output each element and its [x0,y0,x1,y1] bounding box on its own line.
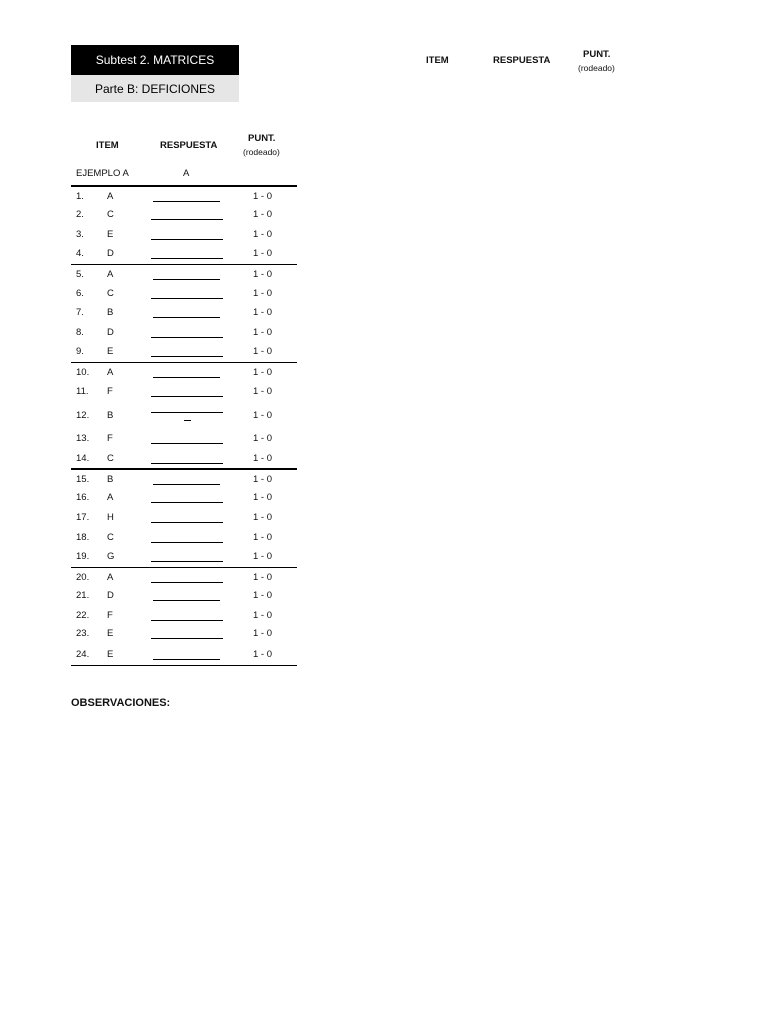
item-letter: C [107,453,114,464]
item-score: 1 - 0 [253,572,273,583]
item-score: 1 - 0 [253,410,273,421]
table-row [71,406,297,425]
item-score: 1 - 0 [253,327,273,338]
table-row [71,265,297,284]
table-row [71,586,297,605]
item-letter: A [107,367,114,378]
item-letter: C [107,532,114,543]
item-number: 7. [76,307,84,318]
table-row [71,449,297,468]
item-score: 1 - 0 [253,474,273,485]
table-row [71,323,297,342]
table-row [71,528,297,547]
table-row [71,205,297,224]
item-letter: A [107,191,114,202]
example-answer: A [183,168,190,179]
answer-line[interactable] [151,396,223,397]
item-score: 1 - 0 [253,433,273,444]
item-letter: B [107,307,114,318]
item-score: 1 - 0 [253,610,273,621]
answer-line[interactable] [151,298,223,299]
answer-line[interactable] [153,600,220,601]
item-number: 9. [76,346,84,357]
table-row [71,645,297,664]
answer-line[interactable] [153,377,220,378]
item-score: 1 - 0 [253,248,273,259]
item-number: 20. [76,572,90,583]
answer-line[interactable] [151,542,223,543]
item-letter: E [107,346,114,357]
table-row [71,225,297,244]
item-letter: B [107,474,114,485]
table-row [71,508,297,527]
answer-line[interactable] [151,522,223,523]
table-row [71,244,297,263]
answer-line[interactable] [151,356,223,357]
answer-line[interactable] [151,502,223,503]
item-score: 1 - 0 [253,590,273,601]
item-letter: A [107,269,114,280]
table-row [71,303,297,322]
item-score: 1 - 0 [253,512,273,523]
right-header-punt-sub: (rodeado) [578,63,615,73]
observaciones-label: OBSERVACIONES: [71,697,171,709]
item-letter: F [107,386,113,397]
table-row [71,547,297,566]
answer-line[interactable] [151,219,223,220]
item-letter: E [107,628,114,639]
item-score: 1 - 0 [253,386,273,397]
item-score: 1 - 0 [253,346,273,357]
item-number: 17. [76,512,90,523]
item-number: 23. [76,628,90,639]
header-punt: PUNT. [248,133,276,144]
item-number: 6. [76,288,84,299]
table-row [71,470,297,489]
item-number: 11. [76,386,89,397]
item-letter: D [107,248,114,259]
item-letter: F [107,433,113,444]
example-label: EJEMPLO A [76,168,129,179]
item-number: 18. [76,532,90,543]
table-row [71,187,297,206]
right-header-respuesta: RESPUESTA [493,55,551,66]
answer-line[interactable] [151,620,223,621]
item-number: 8. [76,327,84,338]
header-item: ITEM [96,140,119,151]
item-letter: C [107,288,114,299]
table-row [71,606,297,625]
item-letter: B [107,410,114,421]
answer-line[interactable] [151,239,223,240]
item-number: 10. [76,367,90,378]
answer-line[interactable] [151,258,223,259]
item-number: 12. [76,410,90,421]
item-number: 19. [76,551,90,562]
table-row [71,342,297,361]
item-score: 1 - 0 [253,492,273,503]
table-row [71,382,297,401]
item-number: 4. [76,248,84,259]
item-score: 1 - 0 [253,269,273,280]
answer-line[interactable] [153,484,220,485]
item-number: 15. [76,474,90,485]
item-number: 2. [76,209,84,220]
header-respuesta: RESPUESTA [160,140,218,151]
items-table [71,185,297,666]
item-score: 1 - 0 [253,307,273,318]
table-row [71,624,297,643]
header-punt-sub: (rodeado) [243,147,280,157]
table-row [71,568,297,587]
item-letter: E [107,649,114,660]
item-score: 1 - 0 [253,532,273,543]
subtest-title: Subtest 2. MATRICES [71,45,239,75]
item-score: 1 - 0 [253,367,273,378]
item-score: 1 - 0 [253,191,273,202]
item-letter: G [107,551,115,562]
item-number: 16. [76,492,90,503]
answer-line[interactable] [151,582,223,583]
item-letter: D [107,327,114,338]
answer-line[interactable] [151,443,223,444]
item-letter: E [107,229,114,240]
item-letter: F [107,610,113,621]
answer-line[interactable] [153,659,220,660]
item-number: 13. [76,433,90,444]
answer-line[interactable] [153,201,220,202]
item-number: 14. [76,453,90,464]
item-score: 1 - 0 [253,551,273,562]
item-score: 1 - 0 [253,453,273,464]
right-header-item: ITEM [426,55,449,66]
table-row [71,488,297,507]
table-row [71,284,297,303]
item-letter: H [107,512,114,523]
item-number: 21. [76,590,90,601]
item-number: 22. [76,610,90,621]
item-letter: C [107,209,114,220]
answer-line[interactable] [151,561,223,562]
item-number: 3. [76,229,84,240]
answer-line[interactable] [151,638,223,639]
item-score: 1 - 0 [253,288,273,299]
item-number: 24. [76,649,90,660]
item-letter: D [107,590,114,601]
answer-line[interactable] [151,412,223,413]
subtest-subtitle: Parte B: DEFICIONES [71,75,239,102]
table-row [71,429,297,448]
table-bottom-rule [71,665,297,666]
answer-line[interactable] [153,279,220,280]
item-number: 5. [76,269,84,280]
item-score: 1 - 0 [253,209,273,220]
table-row [71,363,297,382]
item-score: 1 - 0 [253,229,273,240]
answer-line[interactable] [153,317,220,318]
answer-line[interactable] [151,463,223,464]
item-score: 1 - 0 [253,649,273,660]
answer-line[interactable] [151,337,223,338]
item-score: 1 - 0 [253,628,273,639]
right-header-punt: PUNT. [583,49,611,60]
item-letter: A [107,492,114,503]
item-number: 1. [76,191,84,202]
item-letter: A [107,572,114,583]
